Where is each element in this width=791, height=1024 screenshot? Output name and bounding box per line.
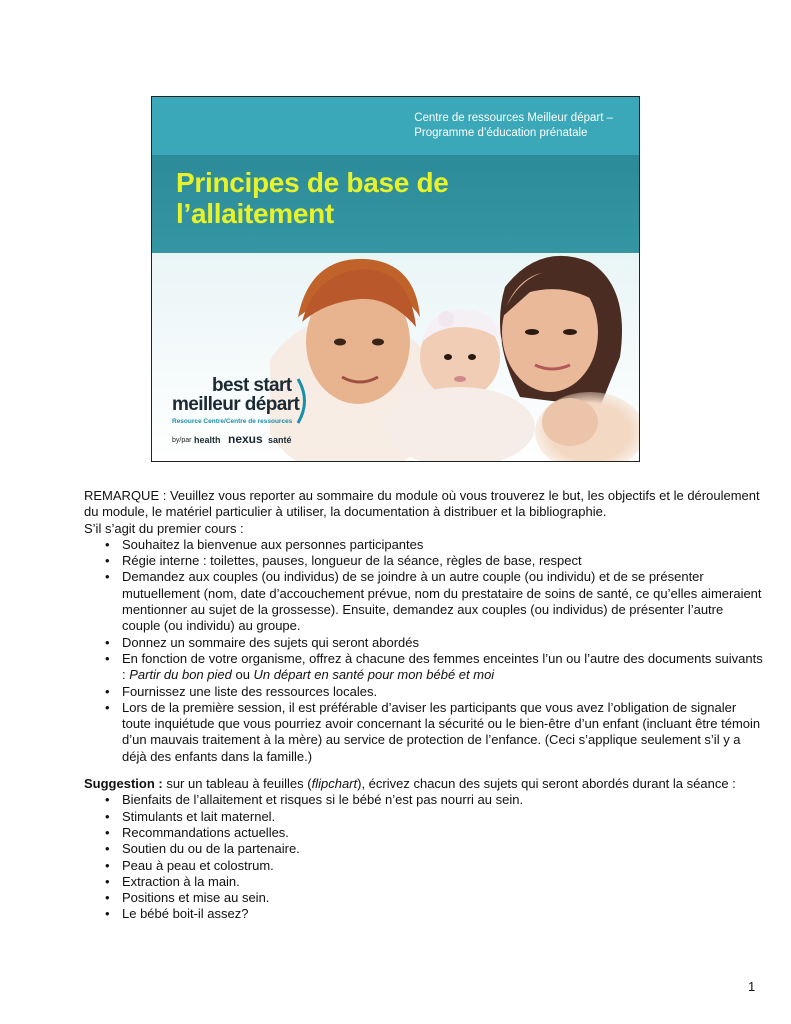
page-number: 1: [748, 979, 756, 994]
list-item-text: ou: [231, 667, 254, 683]
list-item-text: En fonction de votre organisme, offrez à chacune des femmes enceintes l’un ou l’autre des documents suivants :: [122, 650, 763, 683]
suggestion-paragraph: [84, 776, 764, 792]
list-item: • Fournissez une liste des ressources locales.: [84, 684, 764, 700]
document-title: Un départ en santé pour mon bébé et moi: [253, 667, 495, 683]
logo-by: by/par: [172, 437, 192, 444]
list-item: • Peau à peau et colostrum.: [84, 858, 764, 874]
slide-title: [176, 167, 449, 229]
slide-header-line1: Centre de ressources Meilleur départ –: [414, 112, 613, 124]
suggestion-label: Suggestion :: [84, 776, 163, 792]
logo-best-start: best start: [212, 375, 292, 396]
list-item: • Bienfaits de l’allaitement et risques si le bébé n’est pas nourri au sein.: [84, 792, 764, 808]
slide-header-text: [414, 111, 613, 141]
logo-sante: santé: [268, 435, 292, 445]
page-body: [84, 488, 764, 923]
list-item: • Régie interne : toilettes, pauses, longueur de la séance, règles de base, respect: [84, 553, 764, 569]
logo-nexus: nexus: [228, 432, 263, 446]
logo-health: health: [194, 435, 221, 445]
title-slide: [151, 96, 640, 462]
slide-header-line2: Programme d’éducation prénatale: [414, 127, 588, 139]
note-paragraph: REMARQUE : Veuillez vous reporter au sommaire du module où vous trouverez le but, les objectifs et le déroulement du module, le matériel particulier à utiliser, la documentation à distribuer et la bibliographie.: [84, 488, 760, 520]
suggestion-text: sur un tableau à feuilles (: [162, 776, 312, 792]
list-item: • Le bébé boit-il assez?: [84, 906, 764, 922]
best-start-logo: [162, 375, 332, 455]
slide-title-line1: Principes de base de: [176, 167, 449, 198]
suggestion-text: ), écrivez chacun des sujets qui seront abordés durant la séance :: [357, 776, 736, 792]
logo-subtitle: Resource Centre/Centre de ressources: [172, 418, 293, 425]
logo-meilleur-depart: meilleur départ: [172, 394, 300, 415]
suggestion-em: flipchart: [311, 776, 358, 792]
list-item: • Positions et mise au sein.: [84, 890, 764, 906]
list-item: • Extraction à la main.: [84, 874, 764, 890]
slide-title-line2: l’allaitement: [176, 198, 334, 229]
list-item: • Recommandations actuelles.: [84, 825, 764, 841]
document-title: Partir du bon pied: [129, 667, 232, 683]
list-item: • Donnez un sommaire des sujets qui seront abordés: [84, 635, 764, 651]
first-session-intro: S’il s’agit du premier cours :: [84, 520, 244, 536]
list-item: • Lors de la première session, il est préférable d’aviser les participants que vous avez l’obligation de signaler toute inquiétude que vous pourriez avoir concernant la sécurité ou le bien-être d’un enfant (incluant être témoin d’un mauvais traitement à la mère) au service de protection de l’enfance. (Ceci s’applique seulement s’il y a déjà des enfants dans la famille.): [84, 700, 764, 765]
list-item: [84, 651, 764, 684]
logo-arc-icon: [295, 377, 311, 425]
list-item: • Souhaitez la bienvenue aux personnes participantes: [84, 537, 764, 553]
list-item: • Stimulants et lait maternel.: [84, 809, 764, 825]
suggestion-list: [84, 792, 764, 922]
first-session-list: [84, 537, 764, 765]
list-item: • Demandez aux couples (ou individus) de se joindre à un autre couple (ou individu) et de se présenter mutuellement (nom, date d’accouchement prévue, nom du prestataire de soins de santé, ce qu’elles aimeraient mentionner au sujet de la grossesse). Ensuite, demandez aux couples (ou individus) de présenter l’autre couple (ou individu) au groupe.: [84, 569, 764, 634]
list-item: • Soutien du ou de la partenaire.: [84, 841, 764, 857]
